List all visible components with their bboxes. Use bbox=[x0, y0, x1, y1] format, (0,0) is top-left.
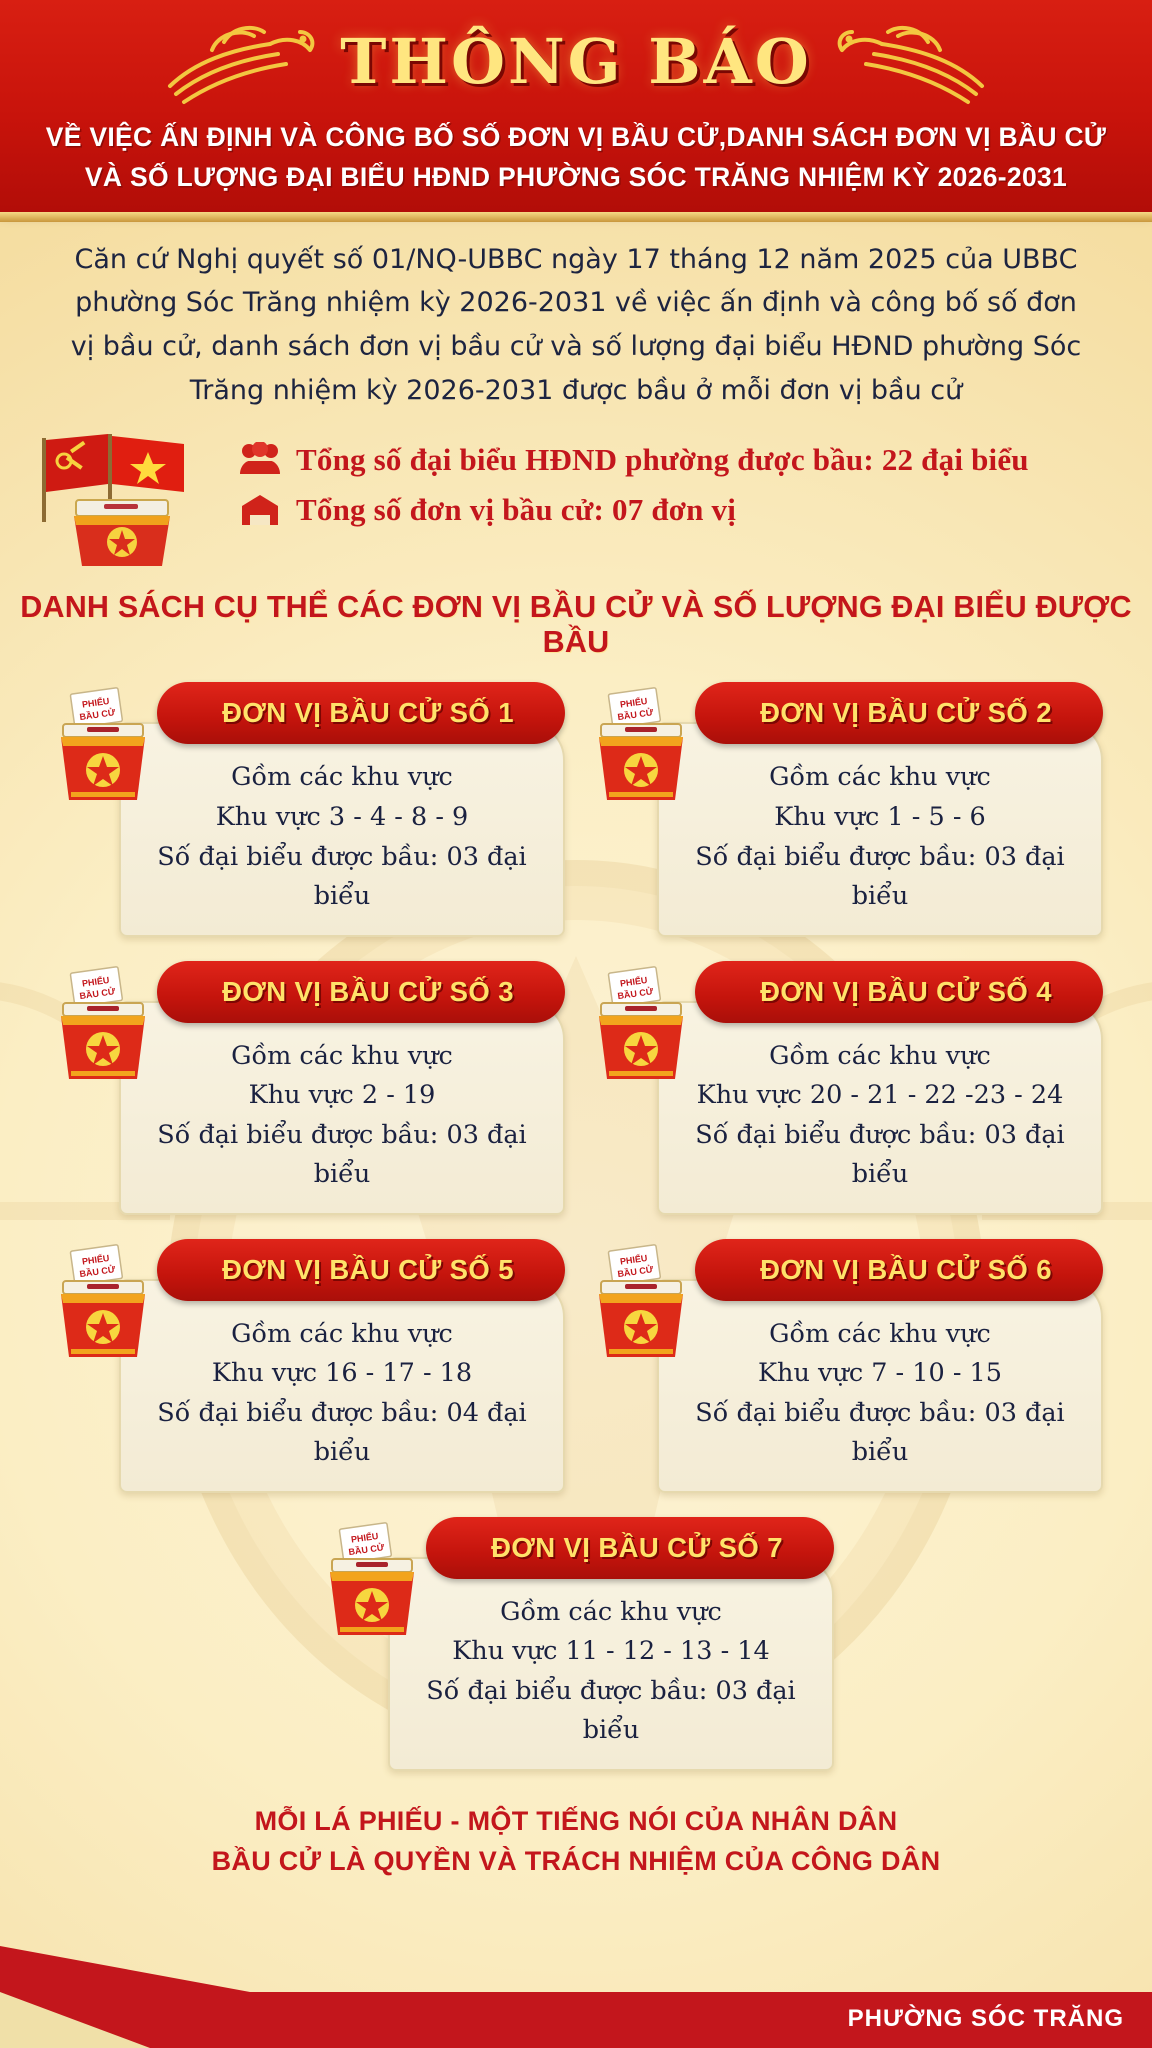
building-icon bbox=[238, 492, 282, 528]
footer-text: PHƯỜNG SÓC TRĂNG bbox=[847, 2005, 1124, 2032]
section-heading: DANH SÁCH CỤ THỂ CÁC ĐƠN VỊ BẦU CỬ VÀ SỐ LƯỢNG ĐẠI BIỂU ĐƯỢC BẦU bbox=[20, 590, 1132, 660]
dragon-icon-left bbox=[160, 14, 330, 110]
unit-card-2-title: ĐƠN VỊ BẦU CỬ SỐ 2 bbox=[760, 697, 1052, 729]
unit-card-2-line-1: Gồm các khu vực bbox=[769, 762, 991, 793]
unit-card-7-line-2: Khu vực 11 - 12 - 13 - 14 bbox=[452, 1636, 770, 1667]
unit-card-3-body bbox=[119, 1001, 565, 1215]
unit-card-7-line-1: Gồm các khu vực bbox=[500, 1596, 722, 1627]
ballot-box-icon bbox=[587, 1243, 695, 1363]
slogan-line-2: BẦU CỬ LÀ QUYỀN VÀ TRÁCH NHIỆM CỦA CÔNG DÂN bbox=[211, 1846, 941, 1877]
slogan-block bbox=[0, 1801, 1152, 1882]
unit-card-4-body bbox=[657, 1001, 1103, 1215]
unit-card-4-line-1: Gồm các khu vực bbox=[769, 1040, 991, 1071]
footer-accent bbox=[0, 1946, 250, 1992]
unit-card-5-line-1: Gồm các khu vực bbox=[231, 1318, 453, 1349]
ballot-box-icon bbox=[318, 1521, 426, 1641]
unit-card-2-body bbox=[657, 722, 1103, 936]
header-subtitle-line-2: VÀ SỐ LƯỢNG ĐẠI BIỂU HĐND PHƯỜNG SÓC TRĂNG NHIỆM KỲ 2026-2031 bbox=[84, 161, 1068, 192]
unit-card-2[interactable] bbox=[587, 682, 1103, 936]
summary-line-delegates bbox=[238, 442, 1029, 478]
svg-text:BẦU CỬ: BẦU CỬ bbox=[616, 1263, 654, 1279]
unit-card-7-body bbox=[388, 1557, 834, 1771]
unit-card-1-line-2: Khu vực 3 - 4 - 8 - 9 bbox=[215, 801, 469, 832]
unit-card-4[interactable] bbox=[587, 961, 1103, 1215]
unit-card-3-header bbox=[157, 961, 565, 1023]
summary-line-units bbox=[238, 492, 1029, 528]
unit-card-5[interactable] bbox=[49, 1239, 565, 1493]
intro-paragraph: Căn cứ Nghị quyết số 01/NQ-UBBC ngày 17 tháng 12 năm 2025 của UBBC phường Sóc Trăng nhiệm kỳ 2026-2031 về việc ấn định và công bố số đơn vị bầu cử, danh sách đơn vị bầu cử và số lượng đại biểu HĐND phường Sóc Trăng nhiệm kỳ 2026-2031 được bầu ở mỗi đơn vị bầu cử bbox=[70, 243, 1082, 406]
summary-delegates-text: Tổng số đại biểu HĐND phường được bầu: 22 đại biểu bbox=[296, 442, 1029, 478]
unit-card-7-header bbox=[426, 1517, 834, 1579]
slogan-line-1: MỖI LÁ PHIẾU - MỘT TIẾNG NÓI CỦA NHÂN DÂN bbox=[254, 1805, 898, 1836]
svg-text:PHIẾU: PHIẾU bbox=[350, 1530, 380, 1545]
ballot-box-icon bbox=[49, 686, 157, 806]
unit-card-6-line-3: Số đại biểu được bầu: 03 đại biểu bbox=[695, 1397, 1065, 1468]
svg-text:PHIẾU: PHIẾU bbox=[619, 974, 649, 989]
unit-card-7[interactable] bbox=[318, 1517, 834, 1771]
unit-card-3-line-1: Gồm các khu vực bbox=[231, 1040, 453, 1071]
unit-card-3[interactable] bbox=[49, 961, 565, 1215]
svg-text:PHIẾU: PHIẾU bbox=[81, 1252, 111, 1267]
unit-card-6[interactable] bbox=[587, 1239, 1103, 1493]
unit-card-5-title: ĐƠN VỊ BẦU CỬ SỐ 5 bbox=[222, 1253, 514, 1285]
page-title: THÔNG BÁO bbox=[340, 25, 812, 99]
vietnam-flag-and-ballot-box-icon bbox=[34, 426, 224, 576]
unit-card-1-line-1: Gồm các khu vực bbox=[231, 762, 453, 793]
footer-bar bbox=[0, 1992, 1152, 2048]
header-subtitle-line-1: VỀ VIỆC ẤN ĐỊNH VÀ CÔNG BỐ SỐ ĐƠN VỊ BẦU CỬ,DANH SÁCH ĐƠN VỊ BẦU CỬ bbox=[45, 122, 1107, 152]
unit-card-4-line-2: Khu vực 20 - 21 - 22 -23 - 24 bbox=[696, 1080, 1064, 1111]
ballot-box-icon bbox=[587, 965, 695, 1085]
unit-card-1-header bbox=[157, 682, 565, 744]
unit-card-1[interactable] bbox=[49, 682, 565, 936]
unit-card-6-title: ĐƠN VỊ BẦU CỬ SỐ 6 bbox=[760, 1253, 1052, 1285]
unit-card-4-title: ĐƠN VỊ BẦU CỬ SỐ 4 bbox=[760, 975, 1052, 1007]
svg-text:PHIẾU: PHIẾU bbox=[619, 1252, 649, 1267]
svg-text:BẦU CỬ: BẦU CỬ bbox=[78, 985, 116, 1001]
poster-header bbox=[0, 0, 1152, 212]
unit-card-3-title: ĐƠN VỊ BẦU CỬ SỐ 3 bbox=[222, 975, 514, 1007]
summary-lines bbox=[238, 426, 1029, 542]
svg-text:BẦU CỬ: BẦU CỬ bbox=[78, 707, 116, 723]
unit-card-5-line-3: Số đại biểu được bầu: 04 đại biểu bbox=[157, 1397, 527, 1468]
unit-card-2-header bbox=[695, 682, 1103, 744]
unit-card-6-line-2: Khu vực 7 - 10 - 15 bbox=[758, 1358, 1002, 1389]
svg-text:PHIẾU: PHIẾU bbox=[81, 696, 111, 711]
unit-card-4-line-3: Số đại biểu được bầu: 03 đại biểu bbox=[695, 1119, 1065, 1190]
svg-text:BẦU CỬ: BẦU CỬ bbox=[347, 1541, 385, 1557]
people-icon bbox=[238, 442, 282, 478]
summary-units-text: Tổng số đơn vị bầu cử: 07 đơn vị bbox=[296, 492, 737, 528]
summary-block bbox=[34, 426, 1152, 576]
unit-card-3-line-3: Số đại biểu được bầu: 03 đại biểu bbox=[157, 1119, 527, 1190]
svg-text:PHIẾU: PHIẾU bbox=[81, 974, 111, 989]
unit-card-1-body bbox=[119, 722, 565, 936]
dragon-icon-right bbox=[822, 14, 992, 110]
unit-card-2-line-3: Số đại biểu được bầu: 03 đại biểu bbox=[695, 841, 1065, 912]
svg-text:BẦU CỬ: BẦU CỬ bbox=[616, 707, 654, 723]
svg-text:BẦU CỬ: BẦU CỬ bbox=[616, 985, 654, 1001]
unit-card-5-body bbox=[119, 1279, 565, 1493]
unit-card-6-header bbox=[695, 1239, 1103, 1301]
unit-card-7-title: ĐƠN VỊ BẦU CỬ SỐ 7 bbox=[491, 1531, 783, 1563]
unit-card-2-line-2: Khu vực 1 - 5 - 6 bbox=[774, 801, 986, 832]
unit-card-4-header bbox=[695, 961, 1103, 1023]
unit-card-5-header bbox=[157, 1239, 565, 1301]
unit-card-6-line-1: Gồm các khu vực bbox=[769, 1318, 991, 1349]
units-grid bbox=[0, 682, 1152, 1770]
ballot-box-icon bbox=[49, 965, 157, 1085]
svg-text:PHIẾU: PHIẾU bbox=[619, 696, 649, 711]
svg-text:BẦU CỬ: BẦU CỬ bbox=[78, 1263, 116, 1279]
unit-card-3-line-2: Khu vực 2 - 19 bbox=[248, 1080, 436, 1111]
ballot-box-icon bbox=[587, 686, 695, 806]
unit-card-1-title: ĐƠN VỊ BẦU CỬ SỐ 1 bbox=[222, 697, 514, 729]
unit-card-6-body bbox=[657, 1279, 1103, 1493]
unit-card-5-line-2: Khu vực 16 - 17 - 18 bbox=[211, 1358, 473, 1389]
unit-card-7-line-3: Số đại biểu được bầu: 03 đại biểu bbox=[426, 1675, 796, 1746]
unit-card-1-line-3: Số đại biểu được bầu: 03 đại biểu bbox=[157, 841, 527, 912]
title-row bbox=[26, 14, 1126, 110]
ballot-box-icon bbox=[49, 1243, 157, 1363]
